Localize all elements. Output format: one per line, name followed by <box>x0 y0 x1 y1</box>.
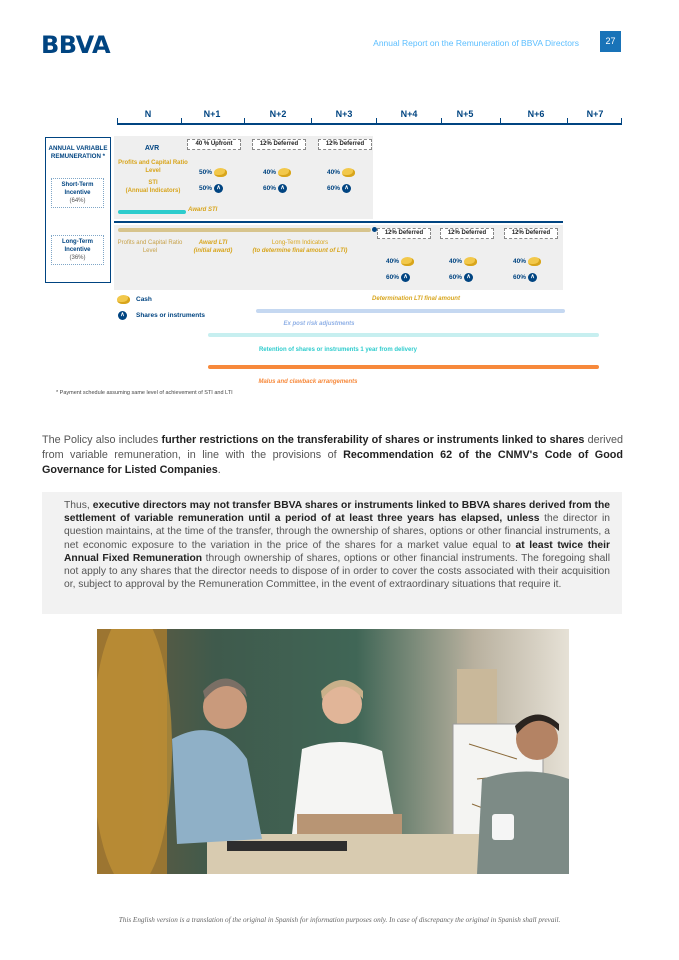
timeline-label: N+4 <box>400 109 418 119</box>
timeline-tick <box>441 118 442 125</box>
lti-deferred-shares-2: 60% ∧ <box>449 273 473 282</box>
timeline-label: N+6 <box>527 109 545 119</box>
lti-indicators-label: Long-Term Indicators <box>271 240 329 246</box>
cash-icon <box>401 257 414 266</box>
avr-label: AVR <box>144 145 160 152</box>
timeline-tick <box>244 118 245 125</box>
sti-deferred-box-1: 12% Deferred <box>252 139 306 150</box>
lti-indicators-sub: (to determine final amount of LTI) <box>252 248 348 254</box>
shares-icon: ∧ <box>464 273 473 282</box>
lti-deferred-cash-1: 40% <box>386 257 414 266</box>
malus-bar <box>208 365 599 369</box>
bbva-logo: BBVA <box>41 31 111 59</box>
lti-panel <box>114 225 249 290</box>
award-sti-bar <box>118 210 186 214</box>
timeline-tick <box>500 118 501 125</box>
sti-type-sub: (Annual Indicators) <box>125 188 181 194</box>
timeline-label: N+3 <box>335 109 353 119</box>
policy-paragraph: The Policy also includes further restrictions on the transferability of shares or instruments linked to shares derived from variable remuneration, in line with the provisions of Recommendation 62 of the CNMV's Code of Good Governance for Listed Companies. <box>42 434 623 476</box>
timeline-axis <box>117 123 622 125</box>
timeline-label: N+2 <box>269 109 287 119</box>
cash-icon <box>117 295 130 304</box>
determination-bar <box>256 309 565 313</box>
lti-deferred-cash-2: 40% <box>449 257 477 266</box>
timeline-label: N <box>144 109 152 119</box>
timeline-tick <box>376 118 377 125</box>
shares-icon: ∧ <box>528 273 537 282</box>
meeting-photo-illustration <box>97 629 569 874</box>
lti-box <box>51 235 104 265</box>
timeline-label: N+5 <box>456 109 474 119</box>
shares-icon: ∧ <box>342 184 351 193</box>
lti-deferred-box-1: 12% Deferred <box>377 228 431 239</box>
sti-lti-divider <box>114 221 563 223</box>
sti-label: Short-Term Incentive <box>61 182 94 196</box>
sti-profits-label: Profits and Capital Ratio Level <box>118 160 188 174</box>
expost-bar <box>208 333 599 337</box>
timeline-tick <box>567 118 568 125</box>
lti-deferred-cash-3: 40% <box>513 257 541 266</box>
sti-deferred-shares-1: 60% ∧ <box>263 184 287 193</box>
lti-deferred-box-3: 12% Deferred <box>504 228 558 239</box>
determination-label: Determination LTI final amount <box>372 296 460 302</box>
lti-indicators-panel <box>249 225 373 290</box>
upfront-shares: 50% ∧ <box>199 184 223 193</box>
shares-icon: ∧ <box>278 184 287 193</box>
sti-deferred-cash-1: 40% <box>263 168 291 177</box>
retention-label: Retention of shares or instruments 1 year from delivery <box>258 347 418 353</box>
timeline-label: N+1 <box>203 109 221 119</box>
timeline-tick <box>181 118 182 125</box>
award-sti-label: Award STI <box>188 207 218 213</box>
shares-icon: ∧ <box>401 273 410 282</box>
cash-icon <box>342 168 355 177</box>
sti-deferred-shares-2: 60% ∧ <box>327 184 351 193</box>
sti-box <box>51 178 104 208</box>
sti-deferred-cash-2: 40% <box>327 168 355 177</box>
sti-deferred-box-2: 12% Deferred <box>318 139 372 150</box>
shares-icon: ∧ <box>214 184 223 193</box>
shares-icon: ∧ <box>118 311 127 320</box>
page-number: 27 <box>600 31 621 52</box>
timeline-tick <box>117 118 118 125</box>
expost-label: Ex post risk adjustments <box>283 321 355 327</box>
sti-pct: (64%) <box>69 198 86 204</box>
cash-icon <box>214 168 227 177</box>
lti-period-bar <box>118 228 371 232</box>
lti-award-label: Award LTI <box>198 240 228 246</box>
lti-deferred-shares-3: 60% ∧ <box>513 273 537 282</box>
legend-shares: ∧ Shares or instruments <box>117 311 205 320</box>
meeting-photo <box>97 629 569 874</box>
avr-title: ANNUAL VARIABLE REMUNERATION * <box>48 145 108 160</box>
diagram-footnote: * Payment schedule assuming same level of achievement of STI and LTI <box>56 390 233 396</box>
sti-type-label: STI <box>148 180 158 186</box>
legend-cash: Cash <box>117 295 152 304</box>
lti-award-sub: (initial award) <box>193 248 233 254</box>
timeline-label: N+7 <box>586 109 604 119</box>
lti-profits-label: Profits and Capital Ratio Level <box>117 240 183 254</box>
lti-deferred-shares-1: 60% ∧ <box>386 273 410 282</box>
translation-disclaimer: This English version is a translation of the original in Spanish for information purposes only. In case of discrepancy the original in Spanish shall prevail. <box>118 916 561 924</box>
lti-pct: (36%) <box>69 255 86 261</box>
upfront-box: 40 % Upfront <box>187 139 241 150</box>
cash-icon <box>528 257 541 266</box>
transfer-restriction-box: Thus, executive directors may not transfer BBVA shares or instruments linked to BBVA shares derived from the settlement of variable remuneration until a period of at least three years has elapsed, unless the director in question maintains, at the time of the transfer, through the ownership of shares, options or other financial instruments, a net economic exposure to the variation in the price of the shares for a market value equal to at least twice their Annual Fixed Remuneration through ownership of shares, options or other financial instruments. The foregoing shall not apply to any shares that the director needs to dispose of in order to cover the costs associated with their acquisition or, subject to approval by the Remuneration Committee, in the event of extraordinary situations that require it. <box>42 492 622 614</box>
timeline-tick <box>621 118 622 125</box>
lti-label: Long-Term Incentive <box>62 239 93 253</box>
malus-label: Malus and clawback arrangements <box>258 379 358 385</box>
upfront-cash: 50% <box>199 168 227 177</box>
cash-icon <box>464 257 477 266</box>
lti-deferred-box-2: 12% Deferred <box>440 228 494 239</box>
timeline-tick <box>311 118 312 125</box>
cash-icon <box>278 168 291 177</box>
report-title: Annual Report on the Remuneration of BBVA Directors <box>373 38 579 48</box>
